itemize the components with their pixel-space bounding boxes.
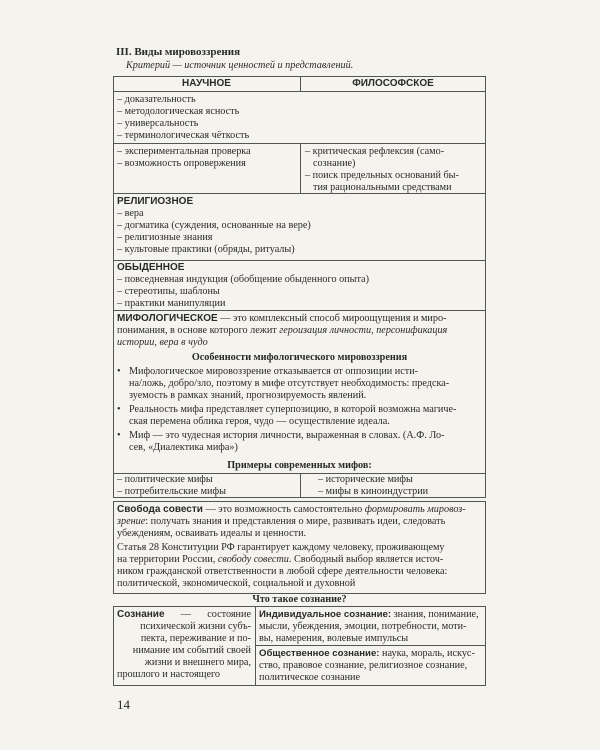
myth-term: МИФОЛОГИЧЕСКОЕ	[117, 313, 218, 324]
definition-italic: героизация личности, персонификация	[279, 325, 448, 337]
consciousness-term: Сознание	[117, 609, 165, 620]
cell-text: мысли, убеждения, эмоции, потребности, моти-	[259, 621, 467, 633]
bullet-icon: •	[117, 404, 121, 416]
bullet-icon: •	[117, 366, 121, 377]
bullet-text: Реальность мифа представляет суперпозицию, в которой возможна магиче-	[129, 404, 457, 416]
table-divider	[255, 606, 256, 686]
example-item: – политические мифы	[117, 474, 213, 485]
list-item: – догматика (суждения, основанные на вере)	[117, 219, 311, 231]
section-title: III. Виды мировоззрения	[116, 46, 241, 58]
list-item: – универсальность	[117, 118, 199, 130]
definition-text: —	[180, 609, 191, 620]
list-item: – методологическая ясность	[117, 106, 240, 118]
table-divider	[113, 260, 486, 261]
consciousness-question: Что такое сознание?	[252, 594, 347, 605]
paragraph-text: убеждениям, осваивать идеалы и ценности.	[117, 528, 307, 540]
table-divider	[255, 645, 486, 646]
list-item: – возможность опровержения	[117, 158, 246, 170]
paragraph-text: Статья 28 Конституции РФ гарантирует каждому человеку, проживающему	[117, 542, 445, 554]
list-item: – стереотипы, шаблоны	[117, 285, 220, 297]
individual-term: Индивидуальное сознание:	[259, 609, 392, 620]
cell-text: политическое сознание	[259, 672, 361, 684]
header-philosophical: ФИЛОСОФСКОЕ	[352, 78, 434, 89]
paragraph-italic: свободу совести	[217, 554, 289, 566]
scientific-features	[117, 146, 251, 170]
features-title: Особенности мифологического мировоззрения	[191, 352, 408, 363]
table-divider	[300, 473, 301, 498]
bullet-text: Миф — это чудесная история личности, выраженная в словах. (А.Ф. Ло-	[129, 430, 445, 442]
definition-text: состояние	[207, 609, 251, 620]
table-divider	[300, 143, 301, 193]
list-item: – экспериментальная проверка	[117, 146, 251, 157]
religious-title: РЕЛИГИОЗНОЕ	[117, 196, 194, 207]
list-item: сознание)	[313, 158, 356, 170]
example-item: – исторические мифы	[318, 474, 413, 485]
freedom-text	[117, 504, 483, 590]
cell-text: вы, намерения, волевые импульсы	[259, 633, 409, 645]
social-term: Общественное сознание:	[259, 648, 380, 659]
paragraph-italic: зрение	[117, 516, 146, 528]
list-item: – религиозные знания	[117, 231, 213, 243]
list-item: тия рациональными средствами	[313, 182, 452, 194]
list-item: – критическая рефлексия (само-	[305, 146, 445, 157]
paragraph-italic: формировать мировоз-	[364, 504, 466, 515]
table-divider	[113, 91, 486, 92]
list-item: – вера	[117, 207, 144, 219]
consciousness-definition	[117, 609, 251, 681]
common-features	[117, 94, 249, 142]
everyday-section	[117, 262, 369, 310]
paragraph-text: ником гражданской ответственности в любой сфере деятельности человека:	[117, 566, 448, 578]
example-item: – потребительские мифы	[117, 486, 226, 497]
individual-consciousness	[259, 609, 483, 645]
cell-text: наука, мораль, искус-	[379, 648, 475, 659]
bullet-text: ская перемена облика героя, чудо — осуществление идеала.	[129, 416, 390, 428]
definition-text: жизни и внешнего мира,	[144, 657, 251, 669]
list-item	[117, 430, 483, 454]
paragraph-text: на территории России,	[117, 554, 218, 566]
myth-definition	[117, 313, 482, 349]
definition-italic: истории, вера в чудо	[117, 337, 208, 349]
section-criterion: Критерий — источник ценностей и представлений.	[126, 60, 354, 71]
definition-text: прошлого и настоящего	[117, 669, 221, 681]
paragraph-text: политической, экономической, социальной и духовной	[117, 578, 356, 590]
paragraph-text: — это возможность самостоятельно	[202, 504, 365, 515]
definition-text: понимания, в основе которого лежит	[117, 325, 280, 337]
social-consciousness	[259, 648, 483, 684]
header-scientific: НАУЧНОЕ	[182, 78, 231, 89]
paragraph-text: : получать знания и представления о мире, развивать идеи, следовать	[145, 516, 446, 528]
definition-text: — это комплексный способ мироощущения и миро-	[217, 313, 447, 324]
religious-section	[117, 196, 311, 256]
list-item	[117, 404, 483, 428]
list-item: – культовые практики (обряды, ритуалы)	[117, 243, 295, 255]
list-item: – повседневная индукция (обобщение обыденного опыта)	[117, 273, 369, 285]
page-number: 14	[117, 697, 130, 712]
cell-text: знания, понимание,	[391, 609, 479, 620]
bullet-icon: •	[117, 430, 121, 442]
definition-text: нимание им событий своей	[132, 645, 251, 657]
cell-text: ство, правовое сознание, религиозное сознание,	[259, 660, 468, 672]
philosophical-features	[305, 146, 459, 194]
definition-text: психической жизни субъ-	[140, 621, 251, 633]
list-item	[117, 366, 483, 402]
everyday-title: ОБЫДЕННОЕ	[117, 262, 185, 273]
example-item: – мифы в киноиндустрии	[318, 486, 429, 497]
bullet-text: Мифологическое мировоззрение отказывается от оппозиции исти-	[129, 366, 419, 377]
features-list	[117, 366, 483, 454]
list-item: – практики манипуляции	[117, 297, 226, 309]
bullet-text: сев, «Диалектика мифа»)	[129, 442, 238, 454]
list-item: – доказательность	[117, 94, 196, 105]
bullet-text: на/ложь, добро/зло, поэтому в мифе отсутствует необходимость: предска-	[129, 378, 450, 390]
definition-text: пекта, переживание и по-	[140, 633, 251, 645]
list-item: – поиск предельных оснований бы-	[305, 170, 459, 182]
examples-title: Примеры современных мифов:	[227, 460, 372, 471]
bullet-text: зуемость в рамках знаний, прогнозируемость явлений.	[129, 390, 367, 402]
list-item: – терминологическая чёткость	[117, 130, 250, 142]
paragraph-text: . Свободный выбор является источ-	[288, 554, 444, 566]
freedom-term: Свобода совести	[117, 504, 203, 515]
